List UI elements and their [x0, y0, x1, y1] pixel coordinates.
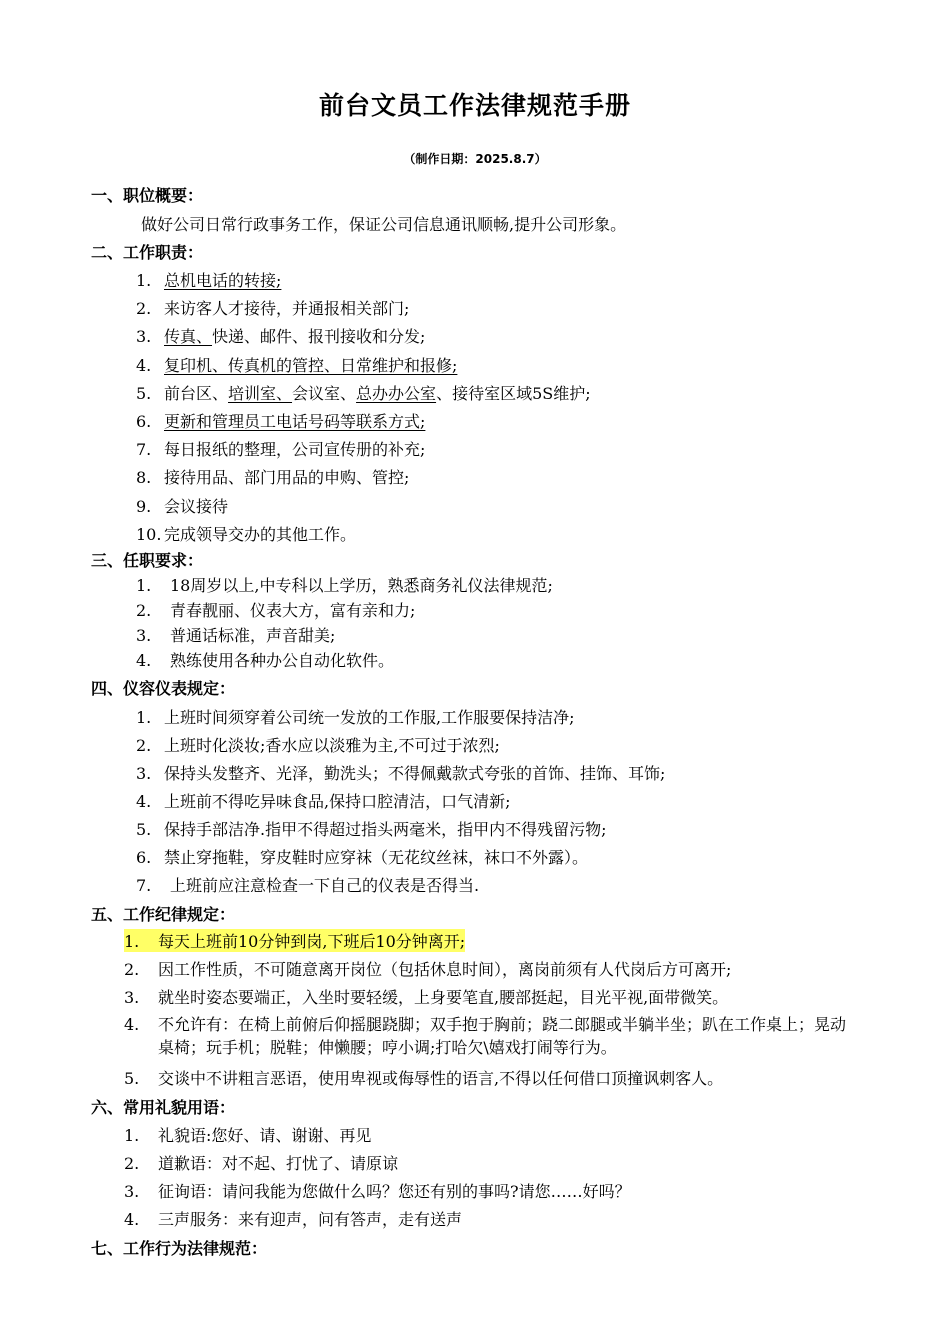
- text-segment: 会议接待: [164, 497, 229, 516]
- section-heading-courtesy: 六、常用礼貌用语：: [91, 1098, 236, 1117]
- list-item: 2. 青春靓丽、仪表大方，富有亲和力;: [136, 601, 416, 620]
- list-item: 2. 来访客人才接待，并通报相关部门;: [136, 299, 410, 318]
- list-item: 5. 前台区、培训室、会议室、总办办公室、接待室区域5S维护;: [136, 384, 591, 403]
- list-item: 3. 普通话标准，声音甜美;: [136, 626, 336, 645]
- text-segment: 前台区、: [164, 384, 229, 403]
- list-item: 4. 不允许有：在椅上前俯后仰摇腿跷脚；双手抱于胸前；跷二郎腿或半躺半坐；趴在工作桌上；晃动桌椅；玩手机；脱鞋；伸懒腰；哼小调;打哈欠\嬉戏打闹等行为。: [124, 1015, 847, 1057]
- underlined-text: 总机电话的转接;: [164, 271, 282, 290]
- list-item: 6. 禁止穿拖鞋，穿皮鞋时应穿袜（无花纹丝袜，袜口不外露）。: [136, 848, 589, 867]
- list-item: 7. 每日报纸的整理，公司宣传册的补充;: [136, 440, 426, 459]
- list-item: 4. 上班前不得吃异味食品,保持口腔清洁，口气清新;: [136, 792, 511, 811]
- list-item: 2. 上班时化淡妆;香水应以淡雅为主,不可过于浓烈;: [136, 736, 500, 755]
- list-item: 4. 复印机、传真机的管控、日常维护和报修;: [136, 356, 458, 375]
- list-item: 4. 三声服务：来有迎声，问有答声，走有送声: [124, 1210, 463, 1229]
- section-heading-conduct: 七、工作行为法律规范：: [91, 1239, 268, 1258]
- overview-paragraph: 做好公司日常行政事务工作，保证公司信息通讯顺畅,提升公司形象。: [141, 215, 627, 234]
- list-item-highlighted: [124, 929, 465, 952]
- section-heading-appearance: 四、仪容仪表规定：: [91, 679, 236, 698]
- text-segment: 每日报纸的整理，公司宣传册的补充;: [164, 440, 426, 459]
- document-title: 前台文员工作法律规范手册: [318, 91, 631, 120]
- list-item: 2. 因工作性质，不可随意离开岗位（包括休息时间），离岗前须有人代岗后方可离开;: [124, 960, 732, 979]
- underlined-text: 培训室、: [228, 384, 293, 403]
- list-item: 8. 接待用品、部门用品的申购、管控;: [136, 468, 410, 487]
- text-segment: 来访客人才接待，并通报相关部门;: [164, 299, 410, 318]
- text-segment: 会议室、: [292, 384, 357, 403]
- section-heading-discipline: 五、工作纪律规定：: [91, 905, 236, 924]
- list-item: 2. 道歉语：对不起、打忧了、请原谅: [124, 1154, 399, 1173]
- section-heading-overview: 一、职位概要：: [91, 186, 204, 205]
- text-segment: 完成领导交办的其他工作。: [164, 525, 357, 544]
- text-segment: 快递、邮件、报刊接收和分发;: [212, 327, 426, 346]
- list-item: 9. 会议接待: [136, 497, 229, 516]
- underlined-text: 总办办公室: [356, 384, 437, 403]
- highlight-mark: 1. 每天上班前10分钟到岗,下班后10分钟离开;: [124, 929, 465, 952]
- underlined-text: 复印机、传真机的管控、日常维护和报修;: [164, 356, 458, 375]
- list-item: 1. 礼貌语:您好、请、谢谢、再见: [124, 1126, 372, 1145]
- list-item: 5. 保持手部洁净.指甲不得超过指头两毫米，指甲内不得残留污物;: [136, 820, 607, 839]
- list-item: 6. 更新和管理员工电话号码等联系方式;: [136, 412, 426, 431]
- list-item: 1. 上班时间须穿着公司统一发放的工作服,工作服要保持洁净;: [136, 708, 575, 727]
- section-heading-requirements: 三、任职要求：: [91, 551, 204, 570]
- list-item: 3. 保持头发整齐、光泽，勤洗头；不得佩戴款式夸张的首饰、挂饰、耳饰;: [136, 764, 666, 783]
- list-item: 7. 上班前应注意检查一下自己的仪表是否得当.: [136, 876, 480, 895]
- creation-date: （制作日期：2025.8.7）: [403, 152, 547, 166]
- list-item: 10. 完成领导交办的其他工作。: [136, 525, 357, 544]
- list-item: 3. 就坐时姿态要端正，入坐时要轻缓，上身要笔直,腰部挺起，目光平视,面带微笑。: [124, 988, 729, 1007]
- underlined-text: 更新和管理员工电话号码等联系方式;: [164, 412, 426, 431]
- text-segment: 接待用品、部门用品的申购、管控;: [164, 468, 410, 487]
- underlined-text: 传真、: [164, 327, 213, 346]
- list-item: 1. 总机电话的转接;: [136, 271, 282, 290]
- text-segment: 、接待室区域5S维护;: [436, 384, 591, 403]
- list-item: 4. 熟练使用各种办公自动化软件。: [136, 651, 395, 670]
- list-item: 3. 传真、快递、邮件、报刊接收和分发;: [136, 327, 426, 346]
- list-item: 1. 18周岁以上,中专科以上学历，熟悉商务礼仪法律规范;: [136, 576, 553, 595]
- section-heading-duties: 二、工作职责：: [91, 243, 204, 262]
- list-item: 5. 交谈中不讲粗言恶语，使用卑视或侮辱性的语言,不得以任何借口顶撞讽刺客人。: [124, 1069, 724, 1088]
- list-item: 3. 征询语：请问我能为您做什么吗？您还有别的事吗?请您……好吗？: [124, 1182, 631, 1201]
